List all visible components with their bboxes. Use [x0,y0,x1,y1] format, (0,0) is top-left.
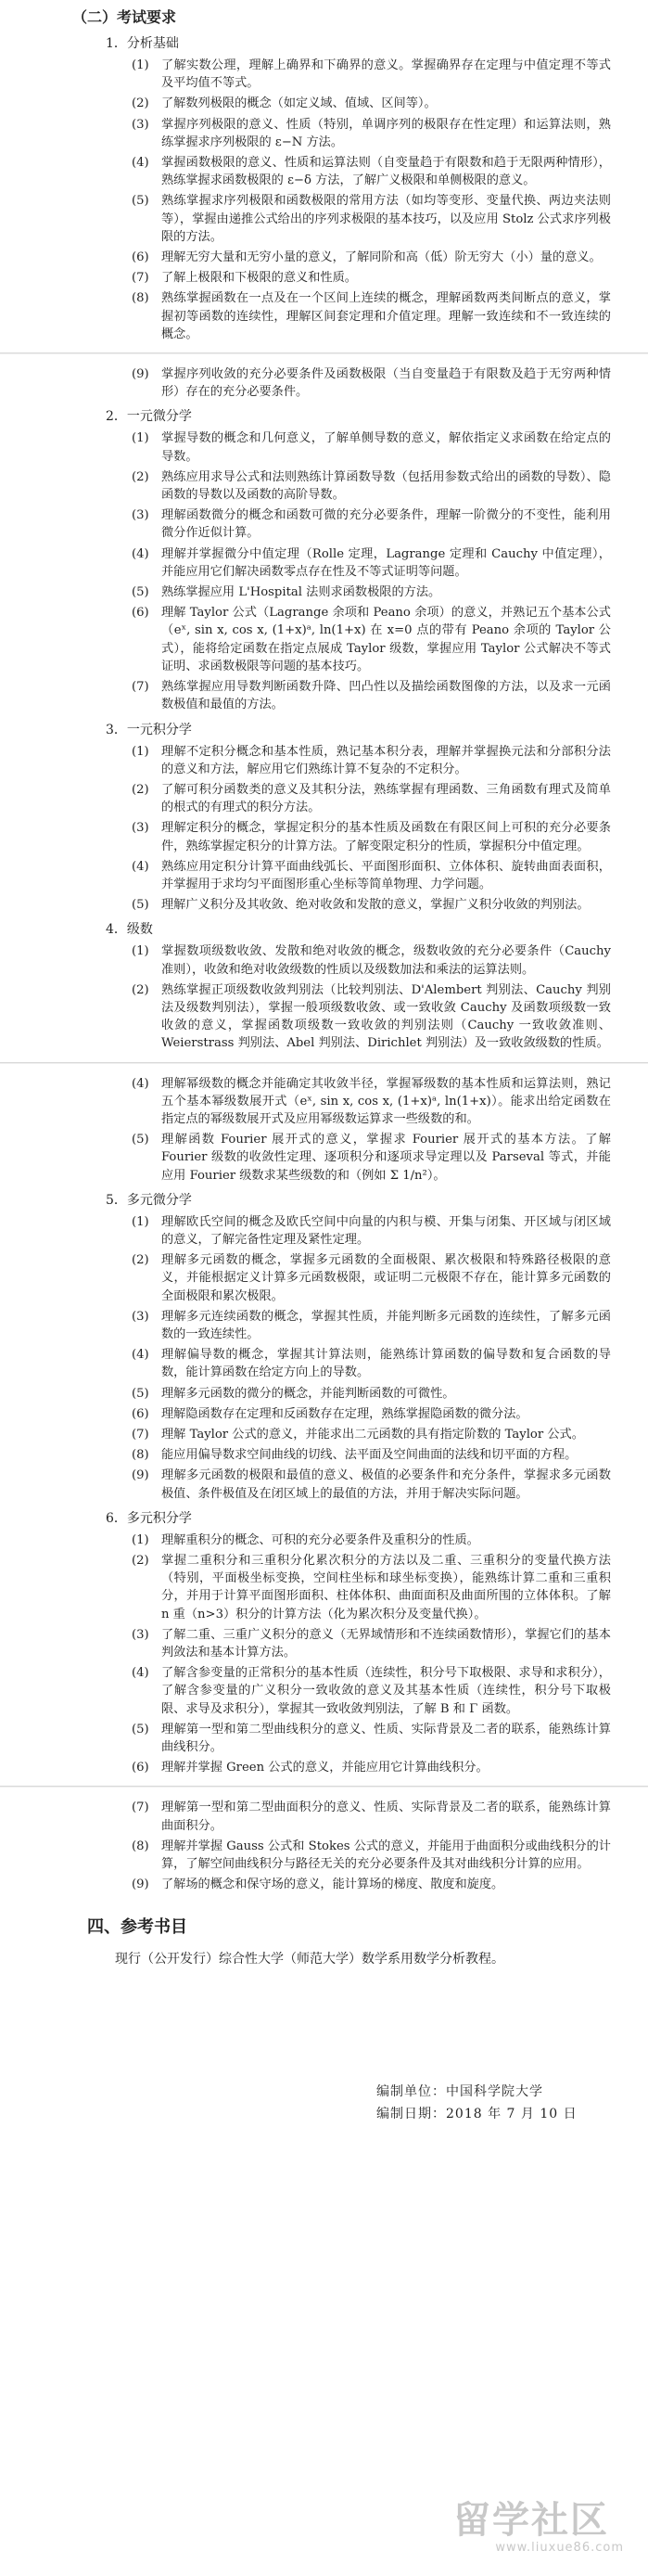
requirement-item [80,545,611,581]
item-text: 理解偏导数的概念，掌握其计算法则，能熟练计算函数的偏导数和复合函数的导数，能计算函数在给定方向上的导数。 [161,1348,611,1380]
requirement-list [80,1213,611,1503]
requirement-item [80,1799,611,1834]
requirement-item [80,289,611,343]
item-number: (5) [132,1722,149,1737]
item-number: (9) [132,1878,149,1892]
item-number: (4) [132,1666,149,1681]
item-number: (2) [132,782,149,797]
section [80,1508,611,1894]
item-text: 掌握数项级数收敛、发散和绝对收敛的概念，级数收敛的充分必要条件（Cauchy 准则），收敛和绝对收敛级数的性质以及级数加法和乘法的运算法则。 [161,944,611,977]
item-number: (7) [132,271,149,286]
item-text: 了解二重、三重广义积分的意义（无界域情形和不连续函数情形），掌握它们的基本判敛法和基本计算方法。 [161,1627,611,1660]
item-text: 了解实数公理，理解上确界和下确界的意义。掌握确界存在定理与中值定理不等式及平均值不等式。 [161,58,611,91]
item-number: (5) [132,585,149,600]
requirement-list [80,1532,611,1894]
section-title: 1．分析基础 [106,36,179,51]
item-text: 理解函数微分的概念和函数可微的充分必要条件，理解一阶微分的不变性，能利用微分作近似计算。 [161,508,611,541]
item-number: (9) [132,1468,149,1483]
requirement-item [80,781,611,816]
item-number: (1) [132,744,149,759]
requirement-item [80,1626,611,1661]
watermark-main-text: 留学社区 [453,2499,609,2542]
section-title: 2．一元微分学 [106,409,192,425]
requirement-list [80,743,611,915]
item-text: 熟练掌握应用导数判断函数升降、凹凸性以及描绘函数图像的方法，以及求一元函数极值和最值的方法。 [161,680,611,712]
item-number: (5) [132,1386,149,1401]
item-number: (1) [132,58,149,72]
requirement-item [80,154,611,189]
section [80,406,611,713]
item-number: (3) [132,1309,149,1324]
item-text: 熟练掌握应用 L'Hospital 法则求函数极限的方法。 [161,585,441,600]
requirement-item [80,819,611,854]
requirement-item [80,583,611,601]
requirement-item [80,1405,611,1423]
item-number: (6) [132,1761,149,1775]
requirement-item [80,1346,611,1381]
requirement-item [80,1467,611,1502]
item-text: 理解隐函数存在定理和反函数存在定理，熟练掌握隐函数的微分法。 [161,1406,528,1421]
item-text: 掌握函数极限的意义、性质和运算法则（自变量趋于有限数和趋于无限两种情形），熟练掌握求函数极限的 ε−δ 方法，了解广义极限和单侧极限的意义。 [161,156,611,188]
item-number: (4) [132,1076,149,1091]
item-text: 理解定积分的概念，掌握定积分的基本性质及函数在有限区间上可积的充分必要条件，熟练掌握定积分的计算方法。了解变限定积分的性质，掌握积分中值定理。 [161,821,611,853]
item-number: (4) [132,156,149,171]
requirement-item [80,1876,611,1893]
requirement-item [80,1308,611,1343]
sections-container [80,33,611,1893]
item-text: 能应用偏导数求空间曲线的切线、法平面及空间曲面的法线和切平面的方程。 [161,1448,578,1463]
item-number: (2) [132,469,149,484]
item-text: 理解无穷大量和无穷小量的意义，了解同阶和高（低）阶无穷大（小）量的意义。 [161,250,602,265]
requirement-list [80,942,611,1184]
item-number: (6) [132,606,149,621]
page-separator [0,1786,648,1788]
requirement-item [80,1759,611,1776]
item-number: (2) [132,1253,149,1268]
requirement-item [80,1426,611,1443]
item-number: (4) [132,859,149,874]
references-text: 现行（公开发行）综合性大学（师范大学）数学系用数学分析教程。 [115,1952,504,1967]
item-text: 理解广义积分及其收敛、绝对收敛和发散的意义，掌握广义积分收敛的判别法。 [161,898,590,913]
item-number: (3) [132,508,149,523]
item-number: (5) [132,898,149,913]
item-text: 了解上极限和下极限的意义和性质。 [161,271,357,286]
item-number: (7) [132,1428,149,1442]
section-title: 5．多元微分学 [106,1192,192,1208]
item-number: (5) [132,194,149,209]
requirement-item [80,95,611,112]
section [80,720,611,915]
item-text: 熟练掌握函数在一点及在一个区间上连续的概念，理解函数两类间断点的意义，掌握初等函数的连续性，理解区间套定理和介值定理。理解一致连续和不一致连续的概念。 [161,291,611,341]
item-number: (3) [132,1627,149,1642]
item-number: (7) [132,1801,149,1815]
requirement-item [80,1664,611,1718]
requirement-item [80,1075,611,1129]
requirement-item [80,57,611,92]
item-text: 理解第一型和第二型曲线积分的意义、性质、实际背景及二者的联系，能熟练计算曲线积分。 [161,1722,611,1755]
requirement-item [80,506,611,542]
item-text: 理解函数 Fourier 展开式的意义，掌握求 Fourier 展开式的基本方法。了解 Fourier 级数的收敛性定理、逐项积分和逐项求导定理以及 Parseval 等式，并能应用 Fourier 级数求某些级数的和（例如 Σ 1/n²）。 [161,1133,611,1183]
exam-requirements-heading: （二）考试要求 [72,8,177,26]
item-text: 理解多元函数的极限和最值的意义、极值的必要条件和充分条件，掌握求多元函数极值、条件极值及在闭区域上的最值的方法，并用于解决实际问题。 [161,1468,611,1501]
item-number: (9) [132,367,149,382]
item-number: (2) [132,982,149,997]
item-text: 掌握二重积分和三重积分化累次积分的方法以及二重、三重积分的变量代换方法（特别，平面极坐标变换，空间柱坐标和球坐标变换），能熟练计算二重和三重积分，并用于计算平面图形面积、柱体体积、曲面面积及曲面所围的立体体积。了解 n 重（n>3）积分的计算方法（化为累次积分及变量代换）。 [161,1554,611,1621]
section-title: 3．一元积分学 [106,722,192,737]
requirement-item [80,604,611,675]
requirement-item [80,116,611,151]
item-text: 熟练应用求导公式和法则熟练计算函数导数（包括用参数式给出的函数的导数）、隐函数的导数以及函数的高阶导数。 [161,469,611,503]
requirement-item [80,1721,611,1756]
item-number: (7) [132,680,149,695]
item-text: 熟练掌握正项级数收敛判别法（比较判别法、D'Alembert 判别法、Cauchy 判别法及级数判别法），掌握一般项级数收敛、或一致收敛 Cauchy 及函数项级数一致收敛的意义，掌握函数项级数一致收敛的判别法则（Cauchy 一致收敛准则、Weierstrass 判别法、Abel 判别法、Dirichlet 判别法）及一致收敛级数的性质。 [161,982,611,1051]
requirement-item [80,269,611,287]
signoff-date: 编制日期：2018 年 7 月 10 日 [376,2107,578,2122]
requirement-item [80,1213,611,1249]
item-text: 理解幂级数的概念并能确定其收敛半径，掌握幂级数的基本性质和运算法则，熟记五个基本幂级数展开式（eˣ, sin x, cos x, (1+x)ᵃ, ln(1+x)）。能求出给定函数在指定点的幂级数展开式及应用幂级数运算求一些级数的和。 [161,1076,611,1126]
item-text: 理解并掌握 Green 公式的意义，并能应用它计算曲线积分。 [161,1761,489,1775]
page-separator [0,352,648,354]
item-number: (8) [132,1448,149,1463]
requirement-item [80,858,611,893]
item-number: (1) [132,1532,149,1547]
item-number: (1) [132,1214,149,1229]
item-text: 理解不定积分概念和基本性质，熟记基本积分表，理解并掌握换元法和分部积分法的意义和方法，解应用它们熟练计算不复杂的不定积分。 [161,744,611,776]
item-text: 了解场的概念和保守场的意义，能计算场的梯度、散度和旋度。 [161,1878,504,1892]
item-text: 掌握序列收敛的充分必要条件及函数极限（当自变量趋于有限数及趋于无穷两种情形）存在的充分必要条件。 [161,367,611,400]
item-number: (8) [132,291,149,306]
section-title: 4．级数 [106,922,153,938]
item-text: 理解并掌握 Gauss 公式和 Stokes 公式的意义，并能用于曲面积分或曲线积分的计算，了解空间曲线积分与路径无关的充分必要条件及其对曲线积分计算的应用。 [161,1839,611,1872]
item-text: 了解可积分函数类的意义及其积分法，熟练掌握有理函数、三角函数有理式及简单的根式的有理式的积分方法。 [161,782,611,815]
item-number: (2) [132,1554,149,1569]
section-title: 6．多元积分学 [106,1510,192,1526]
item-text: 掌握导数的概念和几何意义，了解单侧导数的意义，解依指定义求函数在给定点的导数。 [161,431,611,464]
requirement-item [80,429,611,465]
item-number: (6) [132,250,149,265]
requirement-list [80,429,611,713]
references-heading: 四、参考书目 [87,1917,187,1938]
requirement-item [80,743,611,778]
requirement-list [80,57,611,401]
requirement-item [80,1838,611,1873]
item-number: (5) [132,1133,149,1147]
section [80,1190,611,1503]
item-text: 理解并掌握微分中值定理（Rolle 定理，Lagrange 定理和 Cauchy 中值定理），并能应用它们解决函数零点存在性及不等式证明等问题。 [161,546,611,579]
item-text: 掌握序列极限的意义、性质（特别，单调序列的极限存在性定理）和运算法则，熟练掌握求序列极限的 ε−N 方法。 [161,117,611,149]
item-text: 了解数列极限的概念（如定义域、值域、区间等）。 [161,96,437,111]
requirement-item [80,942,611,978]
item-text: 理解第一型和第二型曲面积分的意义、性质、实际背景及二者的联系，能熟练计算曲面积分。 [161,1801,611,1833]
requirement-item [80,1251,611,1305]
item-number: (3) [132,117,149,132]
requirement-item [80,249,611,266]
item-text: 熟练掌握求序列极限和函数极限的常用方法（如均等变形、变量代换、两边夹法则等），掌握由递推公式给出的序列求极限的基本技巧，以及应用 Stolz 公式求序列极限的方法。 [161,194,611,244]
item-text: 熟练应用定积分计算平面曲线弧长、平面图形面积、立体体积、旋转曲面表面积，并掌握用于求均匀平面图形重心坐标等简单物理、力学问题。 [161,859,611,891]
section [80,919,611,1184]
watermark-url-text: www.liuxue86.com [495,2541,624,2555]
site-watermark-logo [453,2500,629,2559]
item-text: 理解 Taylor 公式（Lagrange 余项和 Peano 余项）的意义，并熟记五个基本公式（eˣ, sin x, cos x, (1+x)ᵃ, ln(1+x) 在 x=0 点的带有 Peano 余项的 Taylor 公式），能将给定函数在指定点展成 Taylor 级数，掌握应用 Taylor 公式解决不等式证明、求函数极限等问题的基本技巧。 [161,606,611,673]
requirement-item [80,192,611,246]
item-text: 理解重积分的概念、可积的充分必要条件及重积分的性质。 [161,1532,479,1547]
requirement-item [80,468,611,504]
item-text: 理解多元函数的概念，掌握多元函数的全面极限、累次极限和特殊路径极限的意义，并能根据定义计算多元函数极限，或证明二元极限不存在，能计算多元函数的全面极限和累次极限。 [161,1253,611,1303]
item-text: 了解含参变量的正常积分的基本性质（连续性，积分号下取极限、求导和求积分），了解含参变量的广义积分一致收敛的意义及其基本性质（连续性，积分号下取极限、求导及求积分），掌握其一致收敛判别法，了解 B 和 Γ 函数。 [161,1666,611,1716]
item-number: (2) [132,96,149,111]
requirement-item [80,365,611,401]
item-number: (8) [132,1839,149,1853]
item-text: 理解多元连续函数的概念，掌握其性质，并能判断多元函数的连续性，了解多元函数的一致连续性。 [161,1309,611,1341]
signoff-unit: 编制单位：中国科学院大学 [376,2084,543,2100]
item-text: 理解欧氏空间的概念及欧氏空间中向量的内积与模、开集与闭集、开区域与闭区域的意义，了解完备性定理及紧性定理。 [161,1214,611,1247]
item-text: 理解 Taylor 公式的意义，并能求出二元函数的具有指定阶数的 Taylor 公式。 [161,1428,584,1442]
requirement-item [80,1446,611,1464]
item-number: (4) [132,546,149,561]
requirement-item [80,678,611,713]
requirement-item [80,1532,611,1549]
section [80,33,611,401]
item-number: (1) [132,944,149,959]
requirement-item [80,1552,611,1623]
page-separator [0,1062,648,1064]
signoff-block [376,2081,611,2125]
requirement-item [80,896,611,914]
item-number: (4) [132,1348,149,1363]
item-number: (1) [132,431,149,446]
requirement-item [80,1385,611,1403]
requirement-item [80,981,611,1053]
requirement-item [80,1131,611,1185]
item-text: 理解多元函数的微分的概念，并能判断函数的可微性。 [161,1386,455,1401]
item-number: (6) [132,1406,149,1421]
item-number: (3) [132,821,149,836]
